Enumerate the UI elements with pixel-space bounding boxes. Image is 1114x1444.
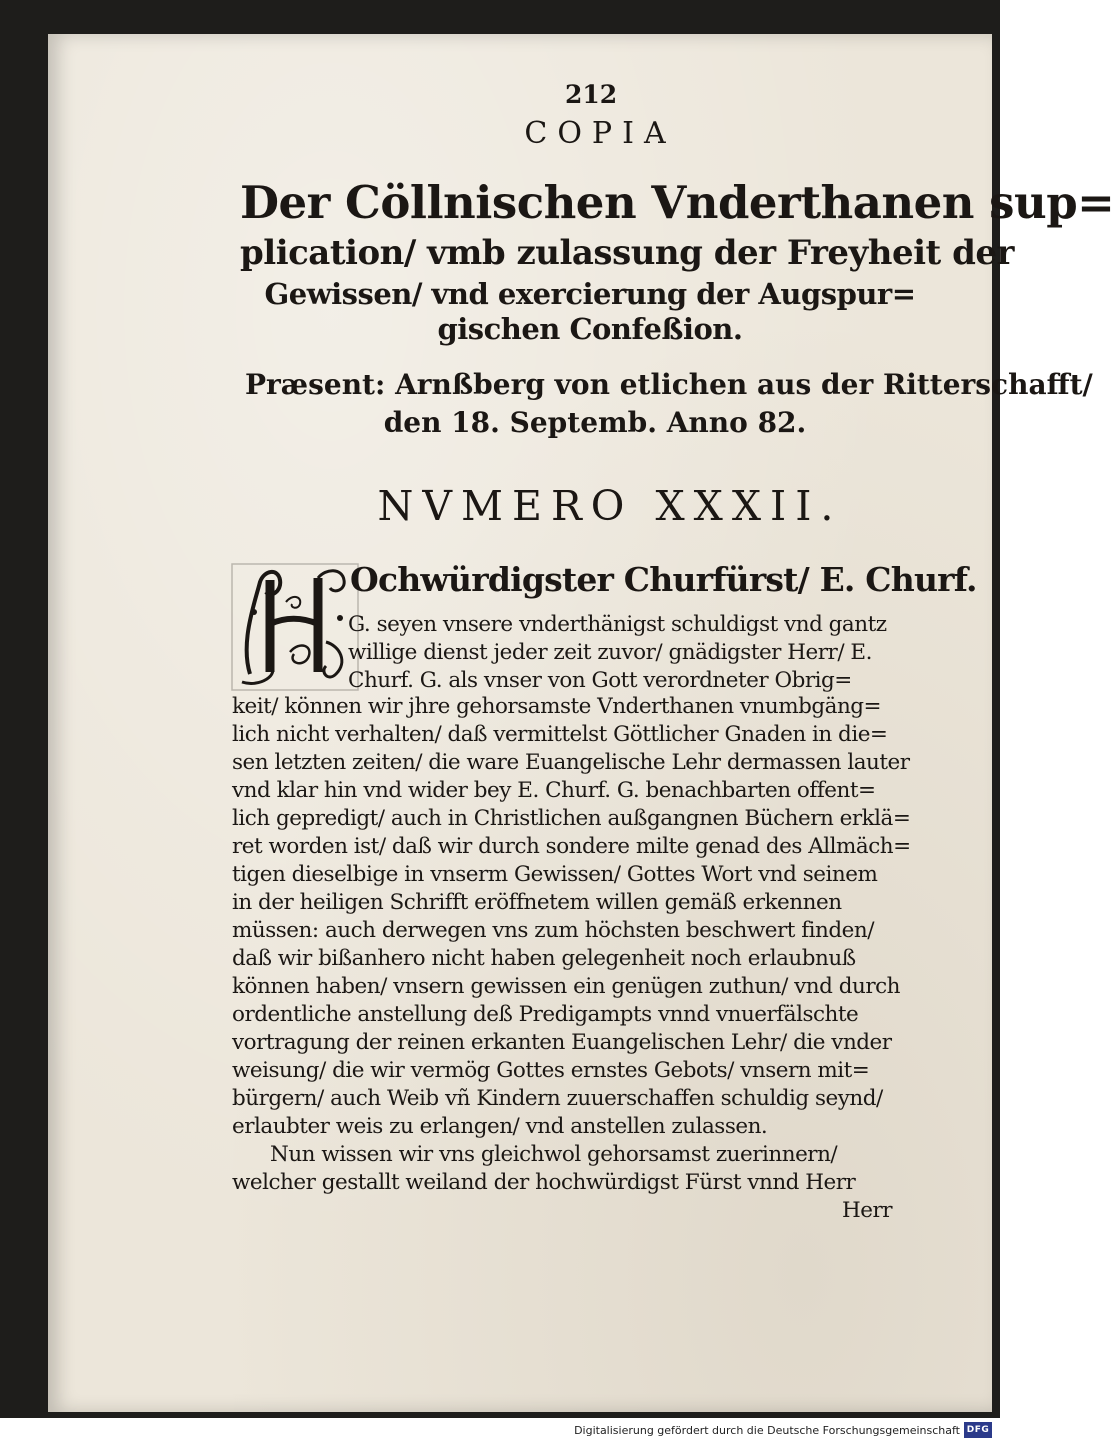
page-number: 212 (565, 80, 618, 109)
body-line-21: Nun wissen wir vns gleichwol gehorsamst zuerinnern/ (270, 1142, 838, 1167)
body-line-15: können haben/ vnsern gewissen ein genügen zuthun/ vnd durch (232, 974, 901, 999)
title-line-2: plication/ vmb zulassung der Freyheit der (240, 233, 1014, 273)
body-line-7: sen letzten zeiten/ die ware Euangelische Lehr dermassen lauter (232, 750, 910, 775)
body-line-17: vortragung der reinen erkanten Euangelischen Lehr/ die vnder (232, 1030, 892, 1055)
body-line-19: bürgern/ auch Weib vñ Kindern zuuerschaffen schuldig seynd/ (232, 1086, 883, 1111)
title-line-1: Der Cöllnischen Vnderthanen sup= (240, 176, 1114, 229)
body-line-11: tigen dieselbige in vnserm Gewissen/ Gottes Wort vnd seinem (232, 862, 878, 887)
dfg-logo: DFG (964, 1422, 992, 1438)
body-line-6: lich nicht verhalten/ daß vermittelst Göttlicher Gnaden in die= (232, 722, 888, 747)
footer-bar (0, 1418, 1000, 1444)
body-line-1: Ochwürdigster Churfürst/ E. Churf. (350, 560, 977, 599)
body-line-5: keit/ können wir jhre gehorsamste Vnderthanen vnumbgäng= (232, 694, 882, 719)
footer-credit: Digitalisierung gefördert durch die Deutsche Forschungsgemeinschaft (574, 1424, 960, 1437)
present-line-2: den 18. Septemb. Anno 82. (383, 406, 807, 439)
body-line-8: vnd klar hin vnd wider bey E. Churf. G. benachbarten offent= (232, 778, 876, 803)
body-line-14: daß wir bißanhero nicht haben gelegenheit noch erlaubnuß (232, 946, 856, 971)
body-line-20: erlaubter weis zu erlangen/ vnd anstellen zulassen. (232, 1114, 768, 1139)
body-line-13: müssen: auch derwegen vns zum höchsten beschwert finden/ (232, 918, 874, 943)
title-line-4: gischen Confeßion. (437, 312, 743, 346)
body-line-9: lich gepredigt/ auch in Christlichen außgangnen Büchern erklä= (232, 806, 911, 831)
decorated-initial-h-icon (230, 562, 360, 692)
body-line-3: willige dienst jeder zeit zuvor/ gnädigster Herr/ E. (348, 640, 872, 665)
heading-copia: COPIA (524, 116, 676, 151)
body-line-2: G. seyen vnsere vnderthänigst schuldigst vnd gantz (348, 612, 887, 637)
present-line-1: Præsent: Arnßberg von etlichen aus der Ritterschafft/ (245, 368, 1093, 401)
body-line-22: welcher gestallt weiland der hochwürdigst Fürst vnnd Herr (232, 1170, 856, 1195)
numero-heading: NVMERO XXXII. (377, 482, 843, 530)
title-line-3: Gewissen/ vnd exercierung der Augspur= (264, 277, 916, 311)
body-line-18: weisung/ die wir vermög Gottes ernstes Gebots/ vnsern mit= (232, 1058, 870, 1083)
body-line-10: ret worden ist/ daß wir durch sondere milte genad des Allmäch= (232, 834, 911, 859)
body-line-12: in der heiligen Schrifft eröffnetem willen gemäß erkennen (232, 890, 842, 915)
catchword: Herr (842, 1198, 893, 1223)
body-line-16: ordentliche anstellung deß Predigampts vnnd vnuerfälschte (232, 1002, 859, 1027)
body-line-4: Churf. G. als vnser von Gott verordneter Obrig= (348, 668, 852, 693)
